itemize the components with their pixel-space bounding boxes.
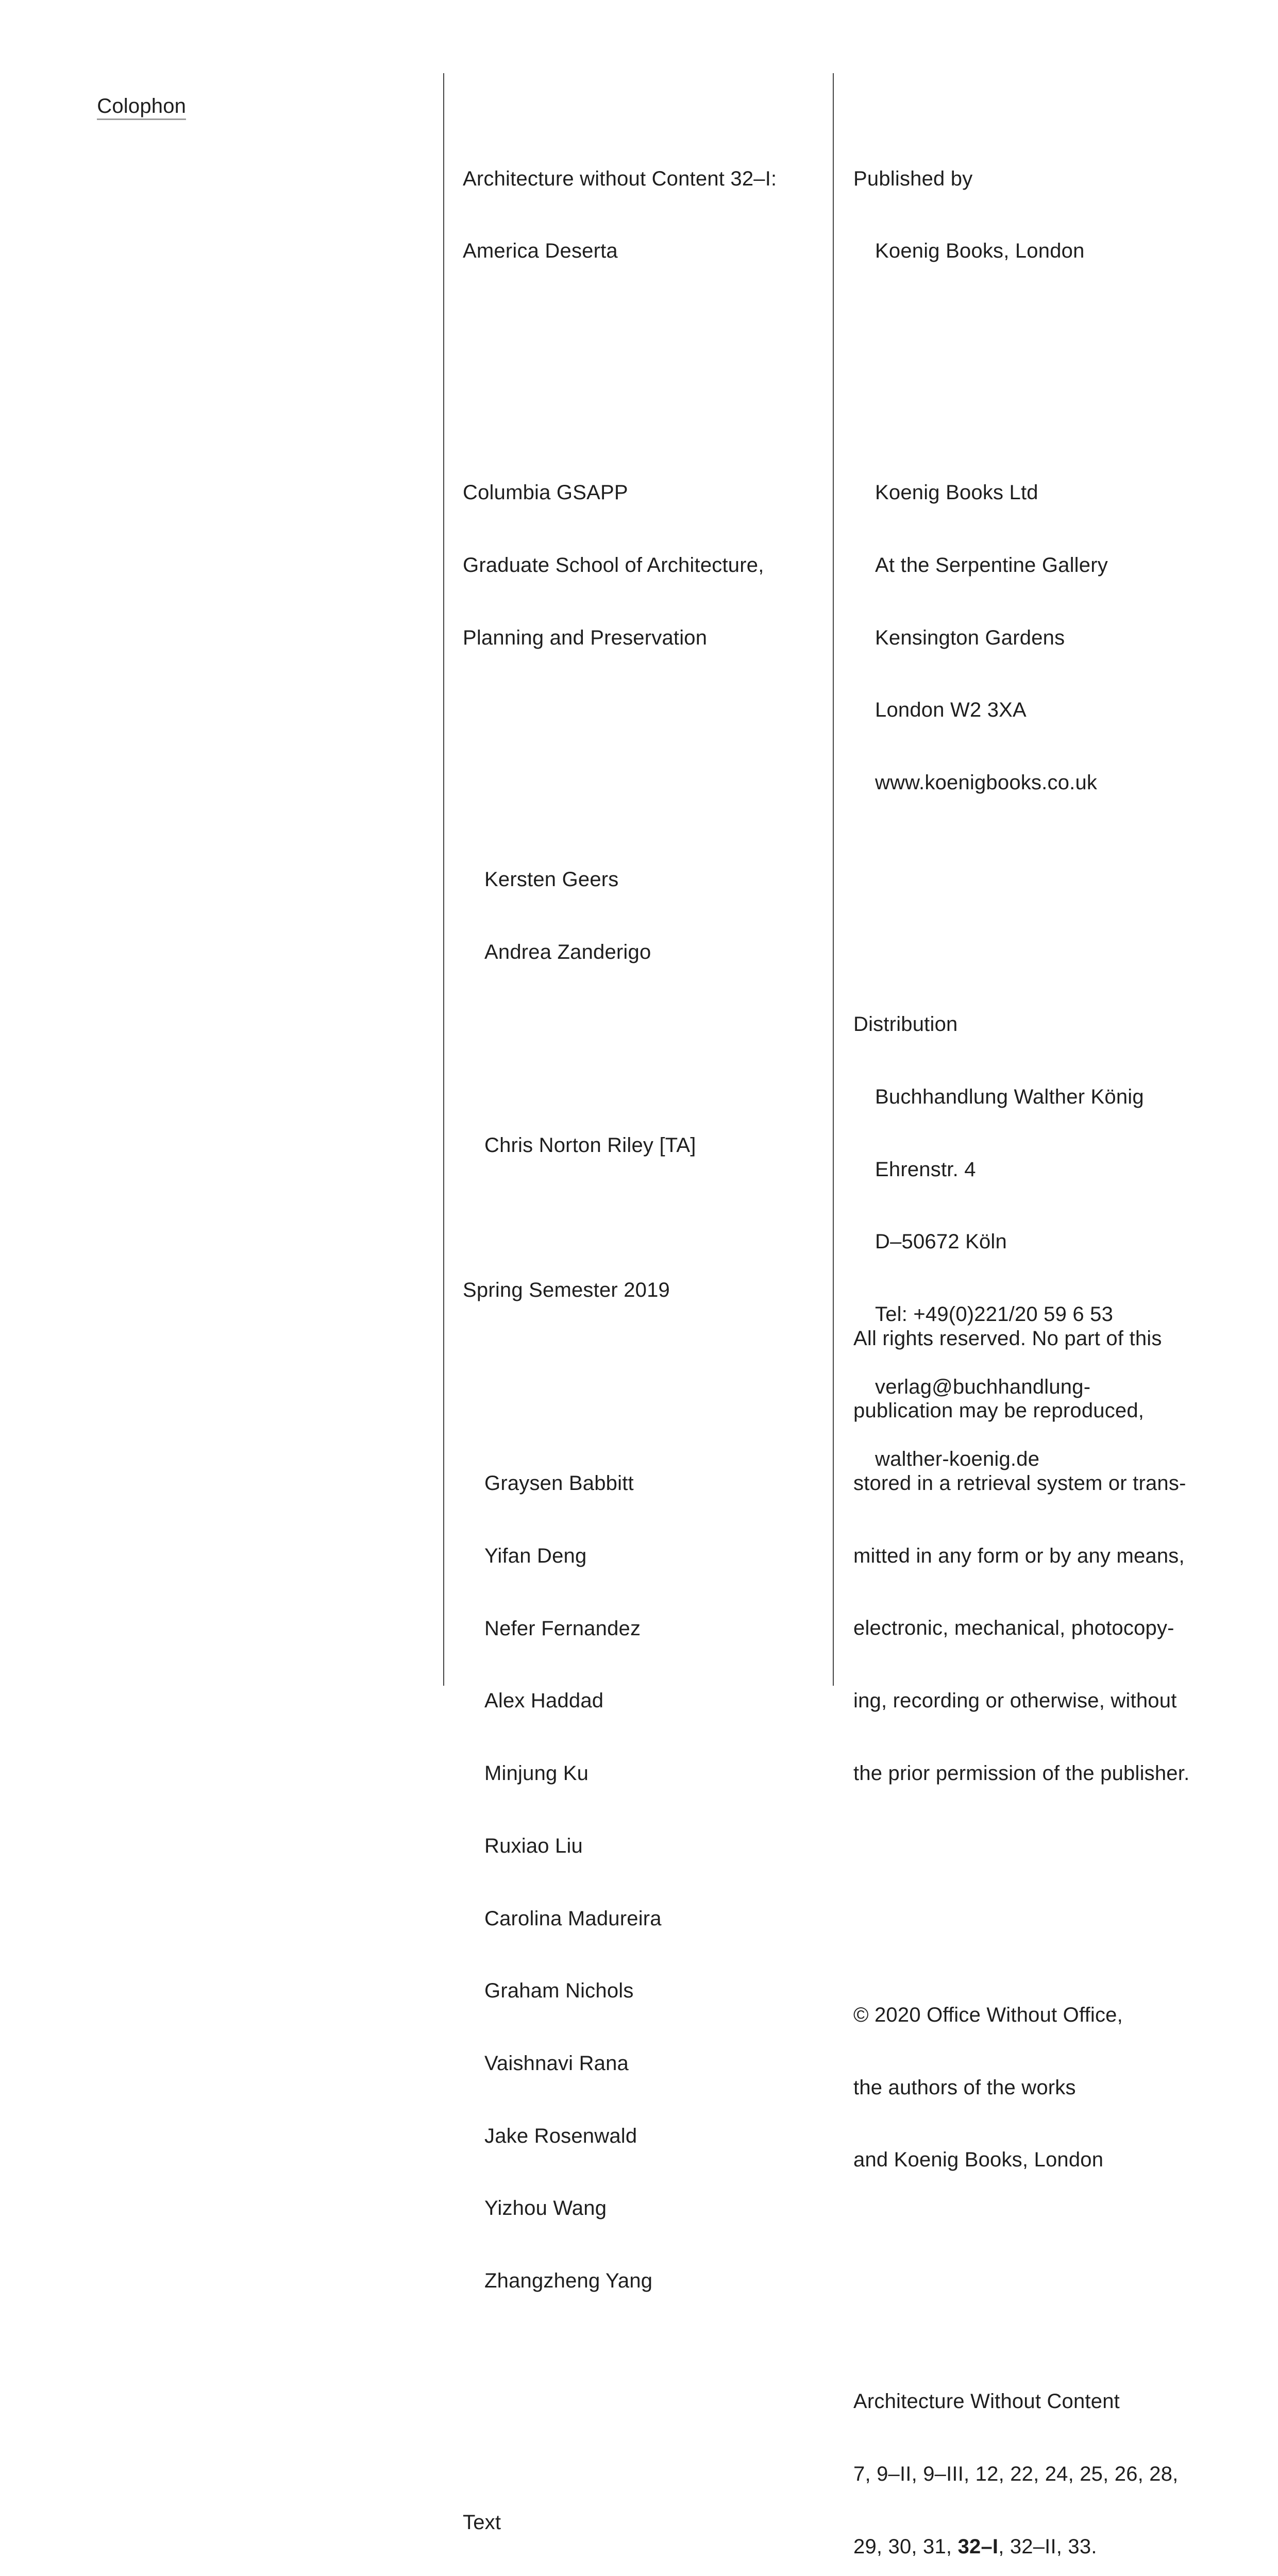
student-name: Minjung Ku	[463, 1761, 823, 1786]
series-numbers	[853, 2535, 1255, 2559]
student-name: Zhangzheng Yang	[463, 2269, 823, 2293]
distribution-line: D–50672 Köln	[853, 1230, 1255, 1254]
book-title-line: Architecture without Content 32–I:	[463, 167, 823, 191]
teaching-assistant: Chris Norton Riley [TA]	[463, 1133, 823, 1158]
series-number: 29, 30, 31,	[853, 2535, 958, 2558]
rights-line: electronic, mechanical, photocopy-	[853, 1616, 1255, 1640]
student-name: Yizhou Wang	[463, 2196, 823, 2221]
publisher-name: Koenig Books, London	[853, 239, 1255, 263]
colophon-column	[74, 70, 186, 144]
rights-line: mitted in any form or by any means,	[853, 1544, 1255, 1568]
student-name: Graysen Babbitt	[463, 1471, 823, 1496]
copyright-line: the authors of the works	[853, 2076, 1255, 2100]
published-by	[853, 118, 1255, 312]
rights-notice	[853, 1278, 1255, 1834]
credit-label: Distribution	[853, 1012, 1255, 1037]
publisher-website: www.koenigbooks.co.uk	[853, 771, 1255, 795]
credit-label: Text	[463, 2511, 823, 2535]
institution	[463, 433, 823, 699]
colophon-heading: Colophon	[97, 94, 186, 120]
institution-line: Columbia GSAPP	[463, 481, 823, 505]
copyright-line: and Koenig Books, London	[853, 2148, 1255, 2172]
professor-name: Kersten Geers	[463, 868, 823, 892]
student-name: Nefer Fernandez	[463, 1617, 823, 1641]
address-line: London W2 3XA	[853, 698, 1255, 722]
rights-line: ing, recording or otherwise, without	[853, 1689, 1255, 1713]
book-title	[463, 118, 823, 312]
column-divider-left	[443, 73, 444, 1686]
distribution-email: walther-koenig.de	[853, 1447, 1255, 1471]
publisher-address	[853, 433, 1255, 843]
student-list	[463, 1423, 823, 2342]
distribution-email: verlag@buchhandlung-	[853, 1375, 1255, 1399]
student-name: Yifan Deng	[463, 1544, 823, 1568]
legal-column	[853, 1230, 1255, 2576]
rights-line: publication may be reproduced,	[853, 1399, 1255, 1423]
address-line: Kensington Gardens	[853, 626, 1255, 650]
copyright-line: © 2020 Office Without Office,	[853, 2003, 1255, 2027]
rights-line: the prior permission of the publisher.	[853, 1761, 1255, 1786]
address-line: At the Serpentine Gallery	[853, 553, 1255, 578]
student-name: Carolina Madureira	[463, 1907, 823, 1931]
distribution-line: Ehrenstr. 4	[853, 1158, 1255, 1182]
rights-line: All rights reserved. No part of this	[853, 1327, 1255, 1351]
distribution-phone: Tel: +49(0)221/20 59 6 53	[853, 1302, 1255, 1327]
institution-line: Graduate School of Architecture,	[463, 553, 823, 578]
rights-line: stored in a retrieval system or trans-	[853, 1471, 1255, 1496]
student-name: Jake Rosenwald	[463, 2124, 823, 2148]
series-list	[853, 2342, 1255, 2576]
semester: Spring Semester 2019	[463, 1278, 823, 1302]
series-title: Architecture Without Content	[853, 2389, 1255, 2414]
student-name: Ruxiao Liu	[463, 1834, 823, 1858]
copyright-notice	[853, 1955, 1255, 2221]
distribution-line: Buchhandlung Walther König	[853, 1085, 1255, 1109]
student-name: Alex Haddad	[463, 1689, 823, 1713]
book-title-line: America Deserta	[463, 239, 823, 263]
column-divider-right	[833, 73, 834, 1686]
student-name: Graham Nichols	[463, 1979, 823, 2003]
credit-label: Published by	[853, 167, 1255, 191]
student-name: Vaishnavi Rana	[463, 2052, 823, 2076]
address-line: Koenig Books Ltd	[853, 481, 1255, 505]
current-volume-highlight: 32–I	[958, 2535, 999, 2558]
series-numbers: 7, 9–II, 9–III, 12, 22, 24, 25, 26, 28,	[853, 2462, 1255, 2486]
institution-line: Planning and Preservation	[463, 626, 823, 650]
credits-column	[463, 70, 823, 2576]
text-credit	[463, 2462, 823, 2576]
series-number: , 32–II, 33.	[998, 2535, 1097, 2558]
professor-name: Andrea Zanderigo	[463, 940, 823, 964]
professors	[463, 819, 823, 1012]
